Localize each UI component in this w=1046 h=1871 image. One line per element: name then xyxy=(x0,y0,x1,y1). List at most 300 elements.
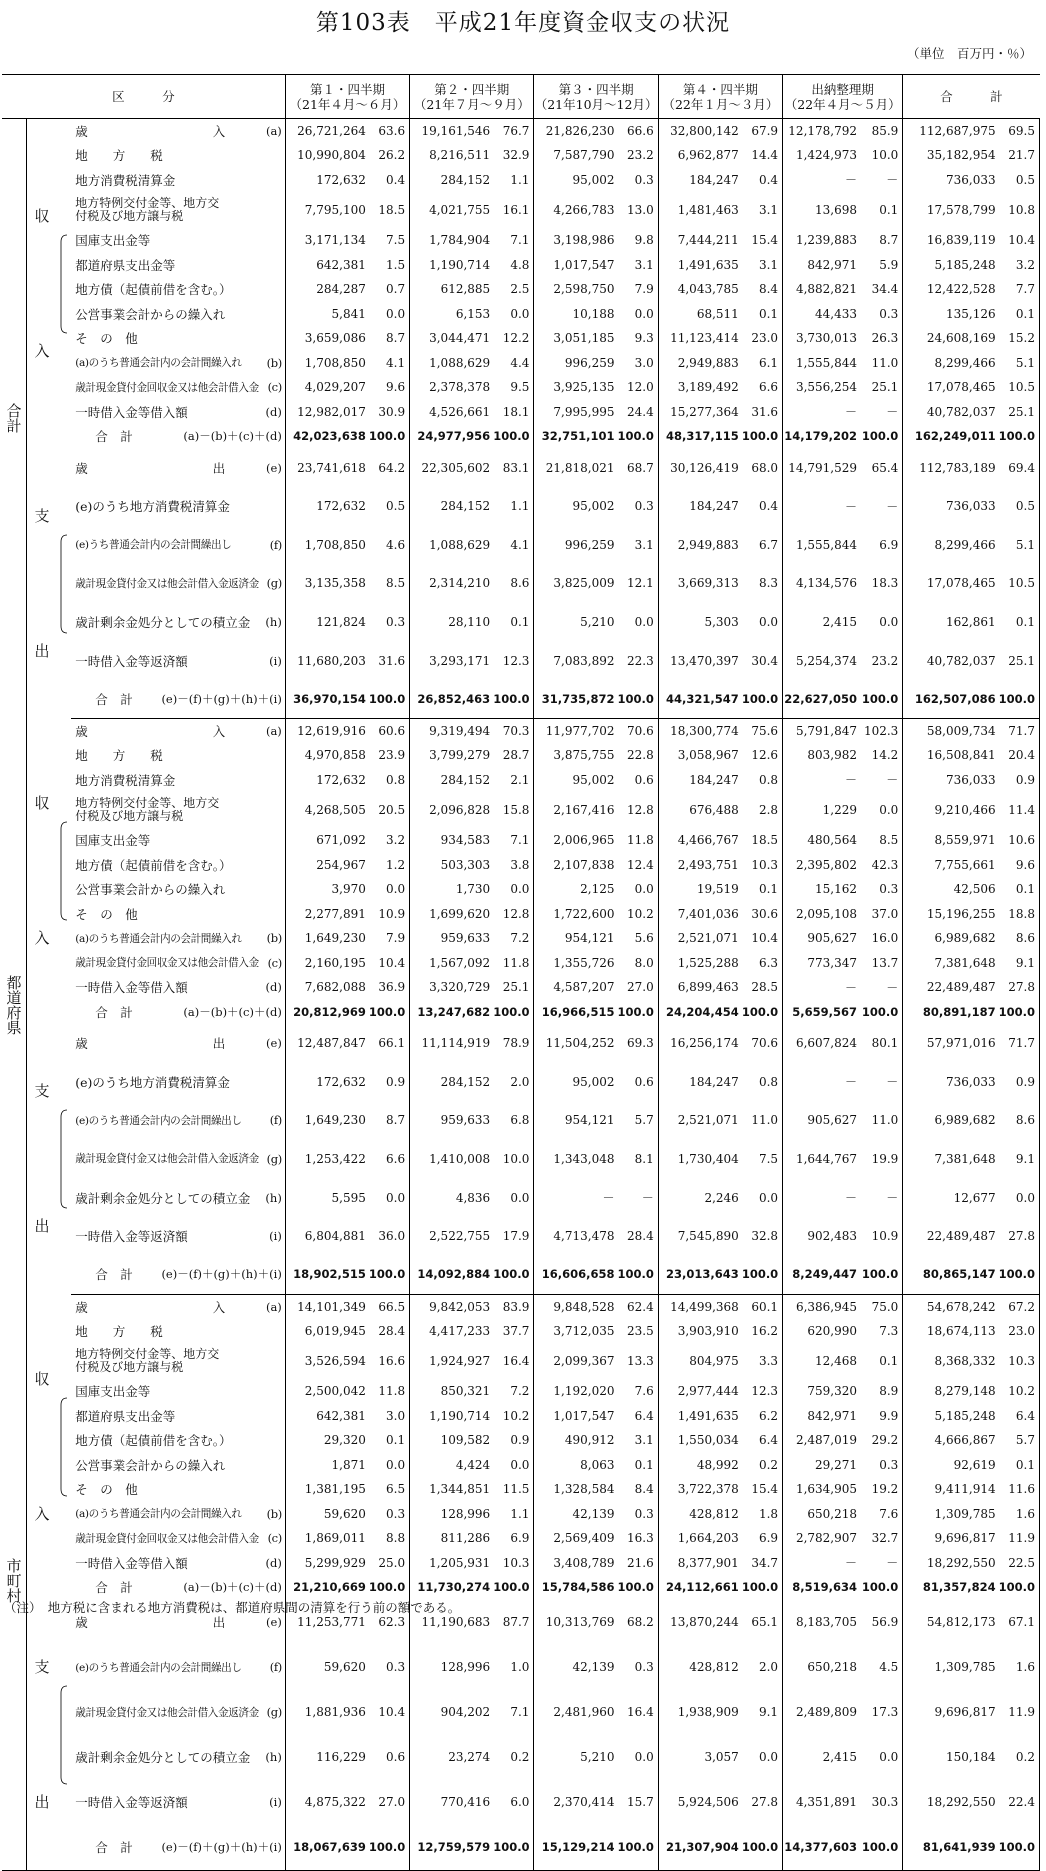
amount-cell: 5,924,506 xyxy=(677,1795,739,1810)
row-label-text: 国庫支出金等 xyxy=(75,233,151,249)
amount-cell: 4,526,661 xyxy=(429,404,491,419)
percent-cell: 37.7 xyxy=(493,1319,534,1344)
amount-cell: 905,627 xyxy=(807,1113,858,1128)
percent-cell: 0.3 xyxy=(369,1502,410,1527)
amount-cell: 850,321 xyxy=(440,1384,491,1399)
percent-cell: 87.7 xyxy=(493,1600,534,1645)
amount-cell: 12,677 xyxy=(953,1190,996,1205)
row-label-suffix: (h) xyxy=(265,1750,282,1765)
amount-cell: 2,246 xyxy=(704,1190,739,1205)
table-row xyxy=(2,828,1040,853)
amount-cell: 1,343,048 xyxy=(553,1151,615,1166)
row-label xyxy=(71,641,285,680)
row-label-text: 歳計剰余金処分としての積立金 xyxy=(75,1750,251,1766)
percent-cell: 15.4 xyxy=(742,1477,783,1502)
group-label-char: 市 xyxy=(6,1557,22,1576)
amount-cell: 12,468 xyxy=(815,1354,858,1368)
row-label-text: (a)のうち普通会計内の会計間繰入れ xyxy=(75,357,242,370)
amount-cell: 30,126,419 xyxy=(670,460,739,475)
percent-cell: 10.3 xyxy=(493,1551,534,1576)
percent-cell: 3.8 xyxy=(493,853,534,878)
percent-cell: 100.0 xyxy=(742,424,783,449)
amount-cell: 2,521,071 xyxy=(677,1113,739,1128)
percent-cell: 5.1 xyxy=(999,351,1040,376)
amount-cell: 1,410,008 xyxy=(429,1151,491,1166)
percent-cell: 0.9 xyxy=(493,1428,534,1453)
percent-cell: 70.3 xyxy=(493,719,534,744)
amount-cell: 14,791,529 xyxy=(788,460,858,475)
total-row xyxy=(2,1255,1040,1294)
amount-cell: 1,722,600 xyxy=(553,906,615,921)
percent-cell: 16.6 xyxy=(369,1343,410,1379)
percent-cell: 6.4 xyxy=(742,1428,783,1453)
percent-cell: 65.1 xyxy=(742,1600,783,1645)
percent-cell: 14.2 xyxy=(860,743,903,768)
amount-cell: 490,912 xyxy=(564,1433,615,1448)
percent-cell: 10.8 xyxy=(999,192,1040,228)
percent-cell: 100.0 xyxy=(742,1575,783,1600)
amount-cell: 22,489,487 xyxy=(926,1229,996,1244)
percent-cell: 22.4 xyxy=(999,1780,1040,1825)
percent-cell: 56.9 xyxy=(860,1600,903,1645)
row-label-text: 歳計現金貸付金又は他会計借入金返済金 xyxy=(75,1153,259,1166)
amount-cell: 1,525,288 xyxy=(677,955,739,970)
amount-cell: 8,377,901 xyxy=(677,1555,739,1570)
percent-cell: 13.3 xyxy=(618,1343,659,1379)
percent-cell: 6.0 xyxy=(493,1780,534,1825)
table-row xyxy=(2,1024,1040,1063)
row-label-text: 歳計現金貸付金又は他会計借入金返済金 xyxy=(75,577,259,590)
percent-cell: 70.6 xyxy=(618,719,659,744)
amount-cell: 4,424 xyxy=(455,1457,491,1472)
kind-label-char: 出 xyxy=(34,641,50,660)
percent-cell: 3.2 xyxy=(369,828,410,853)
amount-cell: 116,229 xyxy=(316,1750,366,1765)
amount-cell: 4,587,207 xyxy=(553,980,615,995)
income-label xyxy=(26,1294,57,1600)
amount-cell: 13,870,244 xyxy=(670,1615,739,1630)
percent-cell: 23.2 xyxy=(860,641,903,680)
percent-cell: 3.0 xyxy=(369,1404,410,1429)
percent-cell: 3.1 xyxy=(618,526,659,565)
percent-cell: 0.0 xyxy=(742,1735,783,1780)
percent-cell: 0.3 xyxy=(860,1453,903,1478)
amount-cell: 23,741,618 xyxy=(297,460,366,475)
table-row xyxy=(2,1502,1040,1527)
amount-cell: 14,101,349 xyxy=(297,1299,366,1314)
percent-cell: 5.6 xyxy=(618,926,659,951)
total-row xyxy=(2,424,1040,449)
amount-cell: 3,044,471 xyxy=(429,331,491,346)
percent-cell: 0.0 xyxy=(742,1178,783,1217)
percent-cell: 25.1 xyxy=(999,400,1040,425)
amount-cell: 12,982,017 xyxy=(297,404,366,419)
amount-cell: 1,869,011 xyxy=(304,1531,366,1546)
amount-cell: 2,949,883 xyxy=(677,537,739,552)
percent-cell: 12.3 xyxy=(742,1379,783,1404)
amount-cell: 1,555,844 xyxy=(795,355,858,370)
percent-cell: 6.6 xyxy=(742,375,783,400)
row-label-text: 地方債（起債前借を含む。） xyxy=(75,282,232,298)
percent-cell: 7.6 xyxy=(860,1502,903,1527)
total-row xyxy=(2,1825,1040,1870)
amount-cell: 80,891,187 xyxy=(922,1004,996,1019)
amount-cell: 184,247 xyxy=(689,1074,739,1089)
amount-cell: 80,865,147 xyxy=(903,1255,999,1294)
row-label xyxy=(71,1379,285,1404)
row-label xyxy=(71,1024,285,1063)
percent-cell: 71.7 xyxy=(999,719,1040,744)
row-label-text: 歳 出 xyxy=(75,1036,226,1052)
percent-cell: 18.1 xyxy=(493,400,534,425)
percent-cell: 6.5 xyxy=(369,1477,410,1502)
percent-cell: 23.9 xyxy=(369,743,410,768)
amount-cell: 996,259 xyxy=(564,355,615,370)
amount-cell: 3,659,086 xyxy=(304,331,366,346)
period-name: 第２・四半期 xyxy=(434,81,510,97)
amount-cell: 3,058,967 xyxy=(677,748,739,763)
amount-cell: 48,992 xyxy=(696,1457,739,1472)
amount-cell: 24,977,956 xyxy=(417,429,491,444)
amount-cell: 4,043,785 xyxy=(677,282,739,297)
row-label-suffix: (e)－(f)＋(g)＋(h)＋(i) xyxy=(161,1267,282,1282)
header-row xyxy=(2,75,1040,119)
amount-cell: 736,033 xyxy=(945,172,996,187)
row-label-text: 地方消費税清算金 xyxy=(75,772,176,788)
row-label xyxy=(71,1477,285,1502)
percent-cell: 7.2 xyxy=(493,926,534,951)
amount-cell: 736,033 xyxy=(945,499,996,514)
row-label-text: 合 計 xyxy=(95,429,133,445)
header-period-2 xyxy=(410,75,534,119)
amount-cell: 11,730,274 xyxy=(417,1580,491,1595)
percent-cell: 30.6 xyxy=(742,902,783,927)
row-label-text: 合 計 xyxy=(95,1267,133,1283)
percent-cell: 100.0 xyxy=(369,1000,410,1025)
percent-cell: 4.6 xyxy=(369,526,410,565)
amount-cell: 3,903,910 xyxy=(677,1323,739,1338)
amount-cell: 18,292,550 xyxy=(926,1795,996,1810)
amount-cell: 172,632 xyxy=(316,499,366,514)
percent-cell: 100.0 xyxy=(860,1825,903,1870)
amount-cell: 954,121 xyxy=(564,1113,615,1128)
page-title: 第103表 平成21年度資金収支の状況 xyxy=(315,10,731,36)
percent-cell: 0.0 xyxy=(369,1453,410,1478)
percent-cell: 12.6 xyxy=(742,743,783,768)
amount-cell: 162,507,086 xyxy=(903,680,999,719)
amount-cell: 3,293,171 xyxy=(429,653,491,668)
amount-cell: 95,002 xyxy=(572,499,615,514)
percent-cell: 17.9 xyxy=(493,1217,534,1256)
percent-cell: 9.3 xyxy=(618,326,659,351)
table-row xyxy=(2,168,1040,193)
row-label xyxy=(71,564,285,603)
percent-cell: 27.8 xyxy=(999,1217,1040,1256)
row-label xyxy=(71,487,285,526)
row-label xyxy=(71,1502,285,1527)
amount-cell: 32,800,142 xyxy=(670,124,739,138)
percent-cell: 0.8 xyxy=(742,1063,783,1102)
percent-cell: 10.3 xyxy=(999,1343,1040,1379)
amount-cell: 23,274 xyxy=(448,1750,491,1765)
amount-cell: 6,962,877 xyxy=(677,148,739,163)
amount-cell: 671,092 xyxy=(316,833,366,848)
amount-cell: 2,782,907 xyxy=(795,1531,858,1546)
unit-label: （単位 百万円・％） xyxy=(906,46,1032,61)
amount-cell: 11,680,203 xyxy=(297,653,366,668)
row-label-text: 都道府県支出金等 xyxy=(75,1408,176,1424)
percent-cell: 10.0 xyxy=(493,1140,534,1179)
row-label-text: 歳 入 xyxy=(75,124,226,139)
percent-cell: 11.4 xyxy=(999,792,1040,828)
row-label xyxy=(71,743,285,768)
row-label xyxy=(71,719,285,744)
row-label xyxy=(71,526,285,565)
amount-cell: 95,002 xyxy=(572,172,615,187)
percent-cell: 0.1 xyxy=(742,877,783,902)
percent-cell: 9.6 xyxy=(999,853,1040,878)
percent-cell: 22.3 xyxy=(618,641,659,680)
row-label xyxy=(71,828,285,853)
amount-cell: 128,996 xyxy=(440,1660,491,1675)
percent-cell: 0.4 xyxy=(369,168,410,193)
amount-cell: － xyxy=(845,1075,858,1090)
kind-label-char: 収 xyxy=(34,1369,50,1388)
amount-cell: 8,063 xyxy=(580,1457,615,1472)
percent-cell: 12.4 xyxy=(618,853,659,878)
bracket xyxy=(57,1024,71,1294)
amount-cell: 3,722,378 xyxy=(677,1482,739,1497)
amount-cell: 128,996 xyxy=(440,1506,491,1521)
percent-cell: 100.0 xyxy=(999,1000,1040,1025)
percent-cell: － xyxy=(860,1178,903,1217)
percent-cell: 3.3 xyxy=(742,1343,783,1379)
row-label-text: 国庫支出金等 xyxy=(75,833,151,849)
amount-cell: 162,249,011 xyxy=(914,429,996,444)
percent-cell: 22.5 xyxy=(999,1551,1040,1576)
row-label xyxy=(71,680,285,719)
amount-cell: 2,521,071 xyxy=(677,931,739,946)
amount-cell: 17,078,465 xyxy=(926,576,996,591)
row-label-suffix: (a)－(b)＋(c)＋(d) xyxy=(183,1580,282,1595)
amount-cell: 1,550,034 xyxy=(677,1433,739,1448)
amount-cell: 1,017,547 xyxy=(553,257,615,272)
amount-cell: 4,713,478 xyxy=(553,1229,615,1244)
expense-label xyxy=(26,449,57,719)
row-label-text: 一時借入金等借入額 xyxy=(75,1555,188,1571)
amount-cell: 8,368,332 xyxy=(934,1354,996,1368)
amount-cell: 1,309,785 xyxy=(934,1660,996,1675)
amount-cell: 12,759,579 xyxy=(417,1840,491,1855)
percent-cell: 0.3 xyxy=(618,1645,659,1690)
amount-cell: 36,970,154 xyxy=(285,680,369,719)
row-label-text: 歳 出 xyxy=(75,1615,226,1631)
percent-cell: 5.7 xyxy=(618,1101,659,1140)
percent-cell: 16.4 xyxy=(493,1343,534,1379)
percent-cell: 9.8 xyxy=(618,228,659,253)
percent-cell: 20.4 xyxy=(999,743,1040,768)
amount-cell: 5,185,248 xyxy=(934,257,996,272)
table-row xyxy=(2,853,1040,878)
percent-cell: 12.8 xyxy=(493,902,534,927)
group-label-char: 府 xyxy=(6,1004,22,1023)
amount-cell: 503,303 xyxy=(440,857,491,872)
percent-cell: 4.5 xyxy=(860,1645,903,1690)
amount-cell: 18,674,113 xyxy=(926,1323,996,1338)
row-label-suffix: (d) xyxy=(265,1555,282,1570)
row-label-text: 一時借入金等返済額 xyxy=(75,1229,188,1245)
amount-cell: 184,247 xyxy=(689,772,739,787)
percent-cell: 0.3 xyxy=(618,487,659,526)
amount-cell: 804,975 xyxy=(689,1354,739,1368)
amount-cell: 6,607,824 xyxy=(795,1036,858,1051)
percent-cell: 100.0 xyxy=(369,680,410,719)
row-label-text: 一時借入金等借入額 xyxy=(75,980,188,996)
group-label-char: 道 xyxy=(6,989,22,1008)
row-label-suffix: (i) xyxy=(269,1795,282,1810)
percent-cell: － xyxy=(860,768,903,793)
header-period-3 xyxy=(534,75,658,119)
amount-cell: 21,307,904 xyxy=(666,1840,739,1855)
percent-cell: 9.1 xyxy=(999,951,1040,976)
percent-cell: 10.3 xyxy=(742,853,783,878)
row-label-text: 歳 出 xyxy=(75,460,226,476)
percent-cell: 10.4 xyxy=(999,228,1040,253)
table-row xyxy=(2,1404,1040,1429)
amount-cell: 770,416 xyxy=(440,1795,491,1810)
amount-cell: 11,504,252 xyxy=(545,1036,615,1051)
row-label-text: そ の 他 xyxy=(75,331,138,347)
percent-cell: 3.2 xyxy=(999,253,1040,278)
kind-label-char: 入 xyxy=(34,1504,50,1523)
amount-cell: 11,123,414 xyxy=(670,331,739,346)
amount-cell: 2,314,210 xyxy=(429,576,491,591)
amount-cell: 54,678,242 xyxy=(926,1299,996,1314)
amount-cell: － xyxy=(845,499,858,514)
percent-cell: 28.4 xyxy=(618,1217,659,1256)
amount-cell: 1,699,620 xyxy=(429,906,491,921)
table-row xyxy=(2,228,1040,253)
amount-cell: 24,608,169 xyxy=(926,331,996,346)
percent-cell: 100.0 xyxy=(999,680,1040,719)
table-row xyxy=(2,1780,1040,1825)
percent-cell: 0.3 xyxy=(369,603,410,642)
percent-cell: 0.0 xyxy=(618,302,659,327)
bracket xyxy=(57,119,71,449)
percent-cell: 20.5 xyxy=(369,792,410,828)
amount-cell: 24,204,454 xyxy=(666,1004,739,1019)
percent-cell: 19.2 xyxy=(860,1477,903,1502)
amount-cell: 10,313,769 xyxy=(545,1615,615,1630)
amount-cell: 35,182,954 xyxy=(926,148,996,163)
percent-cell: 100.0 xyxy=(742,1825,783,1870)
percent-cell: 0.1 xyxy=(742,302,783,327)
amount-cell: 14,179,202 xyxy=(784,429,858,444)
amount-cell: 40,782,037 xyxy=(926,404,996,419)
row-label-text: 地方債（起債前借を含む。） xyxy=(75,1433,232,1449)
header-category: 区 分 xyxy=(2,75,285,119)
table-row xyxy=(2,603,1040,642)
percent-cell: 6.7 xyxy=(742,526,783,565)
table-row xyxy=(2,902,1040,927)
amount-cell: 29,320 xyxy=(323,1433,366,1448)
amount-cell: 5,791,847 xyxy=(795,724,858,738)
percent-cell: 10.0 xyxy=(860,143,903,168)
amount-cell: 112,783,189 xyxy=(919,460,996,475)
percent-cell: 1.1 xyxy=(493,1502,534,1527)
row-label-text: (e)のうち地方消費税清算金 xyxy=(75,499,230,515)
amount-cell: 19,519 xyxy=(696,882,739,897)
percent-cell: 7.1 xyxy=(493,228,534,253)
percent-cell: 0.9 xyxy=(369,1063,410,1102)
amount-cell: 2,370,414 xyxy=(553,1795,615,1810)
amount-cell: 842,971 xyxy=(807,1408,858,1423)
row-label-text: 都道府県支出金等 xyxy=(75,257,176,273)
percent-cell: 0.4 xyxy=(742,487,783,526)
percent-cell: 5.9 xyxy=(860,253,903,278)
row-label-text: (a)のうち普通会計内の会計間繰入れ xyxy=(75,1508,242,1521)
percent-cell: 0.1 xyxy=(999,1453,1040,1478)
row-label xyxy=(71,424,285,449)
percent-cell: 66.5 xyxy=(369,1294,410,1319)
row-label xyxy=(71,253,285,278)
row-label-text: 合 計 xyxy=(95,1840,133,1856)
percent-cell: 0.0 xyxy=(860,1735,903,1780)
footnote: （注） 地方税に含まれる地方消費税は、都道府県間の清算を行う前の額である。 xyxy=(4,1600,461,1615)
percent-cell: 0.0 xyxy=(860,603,903,642)
amount-cell: 7,381,648 xyxy=(934,1151,996,1166)
percent-cell: 10.9 xyxy=(860,1217,903,1256)
amount-cell: 4,266,783 xyxy=(553,203,615,217)
percent-cell: 7.6 xyxy=(618,1379,659,1404)
percent-cell: 3.1 xyxy=(742,192,783,228)
income-label xyxy=(26,119,57,449)
amount-cell: 26,721,264 xyxy=(297,124,366,138)
percent-cell: 83.1 xyxy=(493,449,534,488)
amount-cell: 284,152 xyxy=(440,172,491,187)
percent-cell: 6.9 xyxy=(493,1526,534,1551)
amount-cell: 2,522,755 xyxy=(429,1229,491,1244)
expense-label xyxy=(26,1600,57,1871)
amount-cell: 6,989,682 xyxy=(934,1113,996,1128)
amount-cell: 172,632 xyxy=(316,1074,366,1089)
table-row xyxy=(2,400,1040,425)
table-row xyxy=(2,1140,1040,1179)
total-row xyxy=(2,680,1040,719)
row-label-suffix: (b) xyxy=(266,1506,282,1521)
percent-cell: 12.2 xyxy=(493,326,534,351)
row-label xyxy=(71,228,285,253)
table-row xyxy=(2,326,1040,351)
amount-cell: 18,292,550 xyxy=(926,1555,996,1570)
percent-cell: 8.0 xyxy=(618,951,659,976)
row-label-text: 一時借入金等返済額 xyxy=(75,1795,188,1811)
group-label-char: 計 xyxy=(6,416,22,435)
percent-cell: 1.6 xyxy=(999,1645,1040,1690)
percent-cell: 7.1 xyxy=(493,1690,534,1735)
period-range: （21年10月～12月） xyxy=(534,96,658,112)
percent-cell: 0.1 xyxy=(999,302,1040,327)
percent-cell: 100.0 xyxy=(999,1575,1040,1600)
amount-cell: 2,006,965 xyxy=(553,833,615,848)
amount-cell: 24,112,661 xyxy=(666,1580,739,1595)
percent-cell: 10.6 xyxy=(999,828,1040,853)
row-label-text: 一時借入金等借入額 xyxy=(75,404,188,420)
amount-cell: 15,129,214 xyxy=(541,1840,615,1855)
amount-cell: 759,320 xyxy=(807,1384,858,1399)
amount-cell: 81,357,824 xyxy=(922,1580,996,1595)
row-label-text: (a)のうち普通会計内の会計間繰入れ xyxy=(75,932,242,945)
